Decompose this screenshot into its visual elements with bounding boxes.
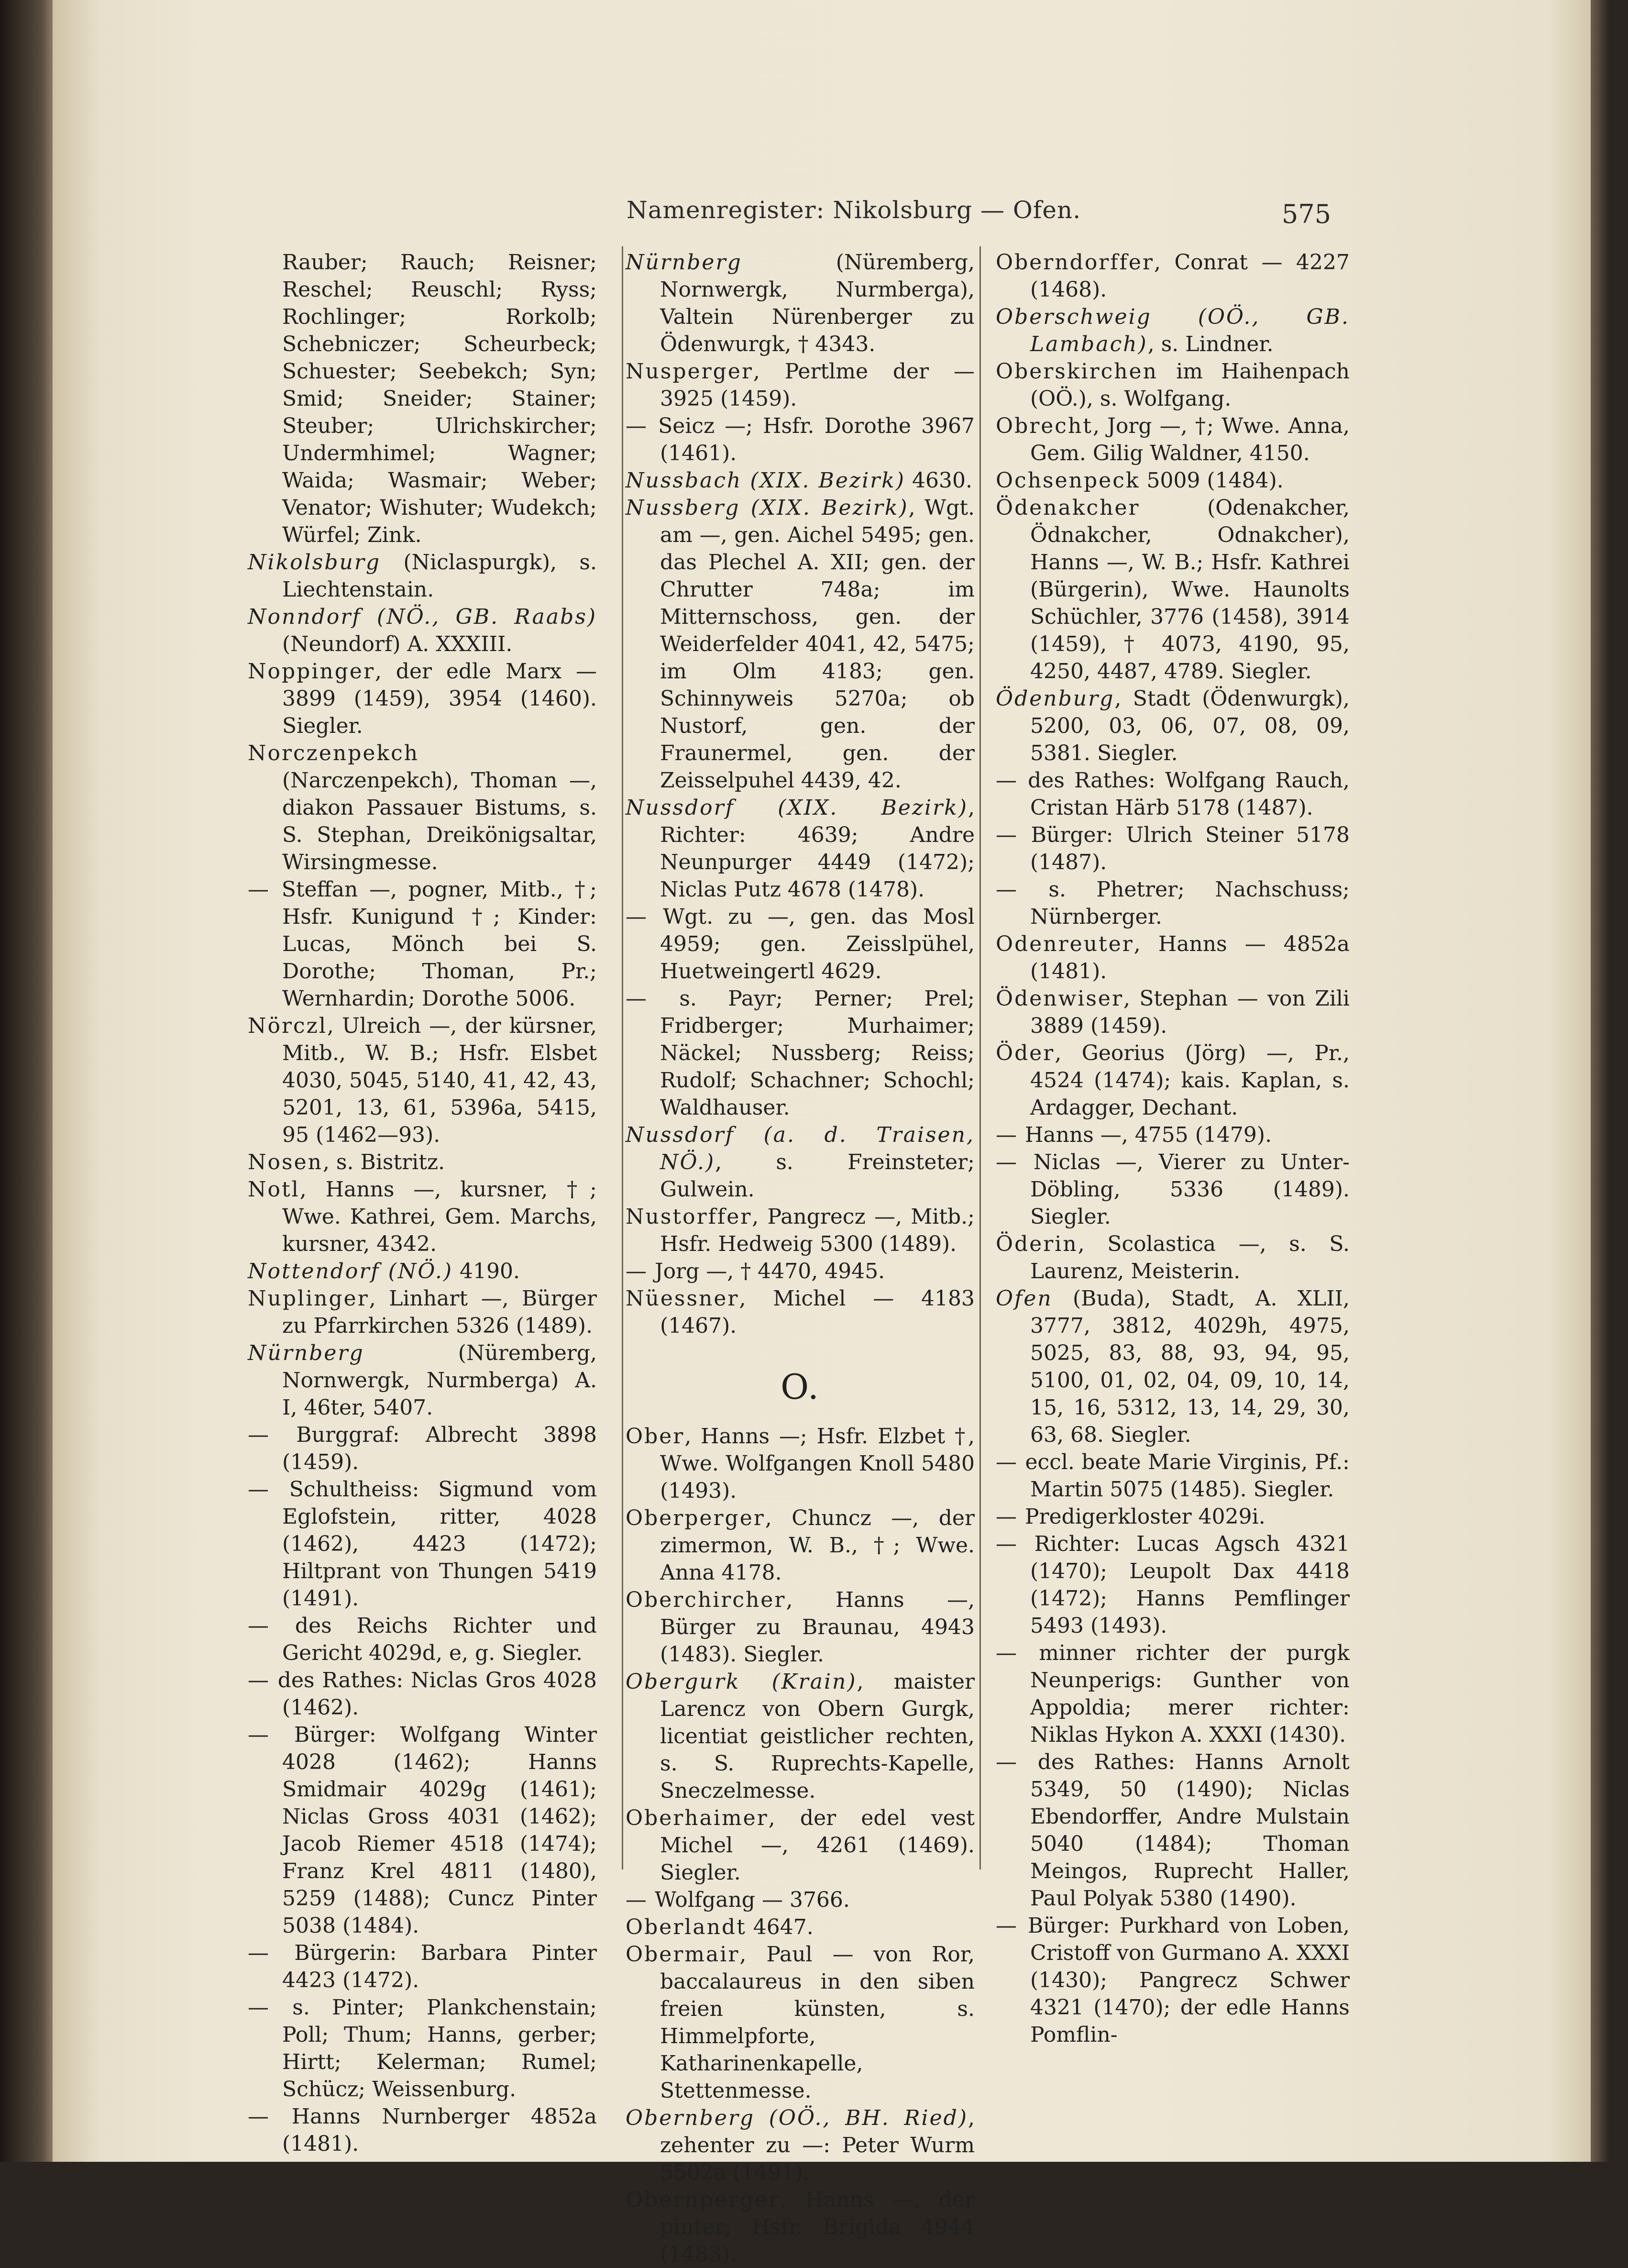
index-entry <box>996 1503 1350 1530</box>
entry-text: , zehenter zu —: Peter Wurm 5502a (1491). <box>660 2106 975 2185</box>
page-number: 575 <box>1282 199 1331 229</box>
entry-text: Niclas —, Vierer zu Unter-Döbling, 5336 (1489). Siegler. <box>1018 1150 1350 1229</box>
index-entry <box>626 358 975 412</box>
entry-text: Wgt. zu —, gen. das Mosl 4959; gen. Zeisslpühel, Huetweingertl 4629. <box>648 905 975 984</box>
column-rule-2 <box>979 246 981 1870</box>
index-entry <box>996 985 1350 1040</box>
index-entry <box>996 358 1350 412</box>
index-entry <box>626 903 975 985</box>
entry-text: , der edel vest Michel —, 4261 (1469). Siegler. <box>660 1806 975 1885</box>
index-entry <box>626 1886 975 1914</box>
entry-headword: Nikolsburg <box>248 550 381 575</box>
entry-headword: — <box>996 1914 1018 1938</box>
index-column-3 <box>996 249 1350 2048</box>
entry-headword: Obernperger <box>626 2188 781 2212</box>
entry-headword: Noppinger <box>248 659 375 684</box>
entry-text: , s. Lindner. <box>1147 332 1274 356</box>
entry-headword: Nonndorf (NÖ., GB. Raabs) <box>248 605 597 629</box>
entry-headword: — <box>248 1423 270 1447</box>
index-entry <box>996 494 1350 685</box>
entry-headword: Nottendorf (NÖ.) <box>248 1259 453 1283</box>
index-entry <box>248 1421 597 1476</box>
entry-text: , Pertlme der — 3925 (1459). <box>660 359 975 411</box>
entry-headword: — <box>248 877 270 902</box>
entry-text: 4647. <box>746 1915 814 1939</box>
entry-text: eccl. beate Marie Virginis, Pf.: Martin 5075 (1485). Siegler. <box>1018 1450 1350 1502</box>
entry-headword: — <box>248 2104 270 2129</box>
entry-text: , Hanns —, Bürger zu Braunau, 4943 (1483). Siegler. <box>660 1588 975 1667</box>
entry-headword: Nörczl <box>248 1014 327 1038</box>
index-entry <box>248 1285 597 1339</box>
entry-text: , Richter: 4639; Andre Neunpurger 4449 (1472); Niclas Putz 4678 (1478). <box>660 796 975 902</box>
index-entry <box>626 249 975 358</box>
entry-text: , Hanns —, der pinter; Hsfr. Brigida 4944 (1483). <box>660 2188 975 2267</box>
entry-text: , Georius (Jörg) —, Pr., 4524 (1474); kais. Kaplan, s. Ardagger, Dechant. <box>1030 1041 1350 1120</box>
entry-headword: Nustorffer <box>626 1205 752 1229</box>
index-entry <box>996 1639 1350 1748</box>
entry-headword: — <box>996 1532 1018 1556</box>
entry-text: , Ulreich —, der kürsner, Mitb., W. B.; Hsfr. Elsbet 4030, 5045, 5140, 41, 42, 43, 5201, 13, 61, 5396a, 5415, 95 (1462—93). <box>282 1014 597 1147</box>
entry-headword: Nürnberg <box>626 250 742 275</box>
index-entry <box>626 1668 975 1804</box>
index-entry <box>626 2104 975 2186</box>
index-entry <box>248 1939 597 1994</box>
entry-headword: — <box>248 1614 270 1638</box>
entry-text: des Reichs Richter und Gericht 4029d, e, g. Siegler. <box>270 1614 597 1665</box>
entry-headword: Oberschweig (OÖ., GB. Lambach) <box>996 305 1350 356</box>
index-entry <box>248 1258 597 1285</box>
index-entry <box>626 2186 975 2268</box>
entry-text: Burggraf: Albrecht 3898 (1459). <box>270 1423 597 1474</box>
entry-headword: — <box>996 1750 1018 1774</box>
entry-text: Rauber; Rauch; Reisner; Reschel; Reuschl; Ryss; Rochlinger; Rorkolb; Schebniczer; Scheurbeck; Schuester; Seebekch; Syn; Smid; Sneider; Stainer; Steuber; Ulrichskircher; Undermhimel; Wagner; Waida; Wasmair; Weber; Venator; Wishuter; Wudekch; Würfel; Zink. <box>282 250 597 547</box>
index-column-2 <box>626 249 975 2268</box>
entry-headword: Obermair <box>626 1942 740 1967</box>
entry-headword: Öderin <box>996 1232 1078 1256</box>
index-entry <box>996 1149 1350 1230</box>
index-entry <box>626 1423 975 1505</box>
entry-text: Bürger: Wolfgang Winter 4028 (1462); Hanns Smidmair 4029g (1461); Niclas Gross 4031 (1462); Jacob Riemer 4518 (1474); Franz Krel 4811 (1480), 5259 (1488); Cuncz Pinter 5038 (1484). <box>270 1723 597 1938</box>
entry-text: Bürgerin: Barbara Pinter 4423 (1472). <box>270 1941 597 1992</box>
entry-text: , Pangrecz —, Mitb.; Hsfr. Hedweig 5300 (1489). <box>660 1205 975 1256</box>
index-entry <box>996 1449 1350 1503</box>
entry-headword: — <box>626 1259 648 1283</box>
entry-text: Bürger: Purkhard von Loben, Cristoff von Gurmano A. XXXI (1430); Pangrecz Schwer 4321 (1470); der edle Hanns Pomflin- <box>1018 1914 1350 2047</box>
entry-text: des Rathes: Wolfgang Rauch, Cristan Härb 5178 (1487). <box>1018 768 1350 820</box>
entry-headword: — <box>248 1995 270 2020</box>
entry-headword: Öder <box>996 1041 1055 1065</box>
entry-text: , Scolastica —, s. S. Laurenz, Meisterin. <box>1030 1232 1350 1283</box>
entry-headword: Nussdorf (XIX. Bezirk) <box>626 796 968 820</box>
index-entry <box>626 1914 975 1941</box>
index-entry-continued <box>248 249 597 549</box>
entry-text: Seicz —; Hsfr. Dorothe 3967 (1461). <box>648 414 975 465</box>
entry-headword: Oberperger <box>626 1506 765 1530</box>
index-entry <box>248 1994 597 2103</box>
entry-headword: Nussdorf (a. d. Traisen, NÖ.) <box>626 1123 975 1174</box>
index-entry <box>996 249 1350 303</box>
entry-text: 5009 (1484). <box>1140 468 1284 493</box>
entry-headword: — <box>248 1723 270 1747</box>
entry-headword: Nussberg (XIX. Bezirk) <box>626 496 909 520</box>
entry-text: , der edle Marx — 3899 (1459), 3954 (1460). Siegler. <box>282 659 597 738</box>
entry-text: Richter: Lucas Agsch 4321 (1470); Leupolt Dax 4418 (1472); Hanns Pemflinger 5493 (1493). <box>1018 1532 1350 1638</box>
entry-headword: Ödenakcher <box>996 496 1140 520</box>
entry-text: minner richter der purgk Neunperigs: Gunther von Appoldia; merer richter: Niklas Hykon A. XXXI (1430). <box>1018 1641 1350 1747</box>
index-entry <box>996 1040 1350 1121</box>
entry-text: im Haihenpach (OÖ.), s. Wolfgang. <box>1030 359 1350 411</box>
entry-text: , Chuncz —, der zimermon, W. B., †; Wwe. Anna 4178. <box>660 1506 975 1585</box>
entry-headword: — <box>626 905 648 929</box>
entry-text: (Niclaspurgk), s. Liechtenstain. <box>282 550 597 602</box>
entry-headword: Oberhaimer <box>626 1806 769 1830</box>
entry-text: Predigerkloster 4029i. <box>1018 1505 1265 1529</box>
entry-headword: Ober <box>626 1424 685 1449</box>
entry-text: , Hanns —; Hsfr. Elzbet †, Wwe. Wolfgangen Knoll 5480 (1493). <box>660 1424 975 1503</box>
index-entry <box>996 303 1350 358</box>
index-entry <box>996 467 1350 494</box>
entry-headword: — <box>626 1888 648 1912</box>
index-column-1 <box>248 249 597 2157</box>
entry-headword: — <box>996 1450 1018 1474</box>
entry-text: (Odenakcher, Ödnakcher, Odnakcher), Hanns —, W. B.; Hsfr. Kathrei (Bürgerin), Wwe. Haunolts Schüchler, 3776 (1458), 3914 (1459), † 4073, 4190, 95, 4250, 4487, 4789. Siegler. <box>1030 496 1350 684</box>
entry-text: Wolfgang — 3766. <box>648 1888 850 1912</box>
index-entry <box>996 767 1350 821</box>
entry-headword: — <box>996 1150 1018 1174</box>
entry-headword: Notl <box>248 1177 300 1202</box>
entry-text: , Michel — 4183 (1467). <box>660 1286 975 1338</box>
index-entry <box>248 1339 597 1421</box>
entry-text: (Nüremberg, Nornwergk, Nurmberga) A. I, 46ter, 5407. <box>282 1341 597 1420</box>
entry-text: , s. Freinsteter; Gulwein. <box>660 1150 975 1202</box>
entry-text: Steffan —, pogner, Mitb., †; Hsfr. Kunigund †; Kinder: Lucas, Mönch bei S. Dorothe; Thoman, Pr.; Wernhardin; Dorothe 5006. <box>270 877 597 1011</box>
entry-headword: — <box>996 1505 1018 1529</box>
index-entry <box>248 1667 597 1721</box>
entry-text: des Rathes: Hanns Arnolt 5349, 50 (1490); Niclas Ebendorffer, Andre Mulstain 5040 (1484); Thoman Meingos, Ruprecht Haller, Paul Polyak 5380 (1490). <box>1018 1750 1350 1911</box>
entry-headword: Obernberg (OÖ., BH. Ried) <box>626 2106 968 2130</box>
index-entry <box>996 1230 1350 1285</box>
entry-text: Schultheiss: Sigmund vom Eglofstein, ritter, 4028 (1462), 4423 (1472); Hiltprant von Thungen 5419 (1491). <box>270 1477 597 1611</box>
entry-headword: Oberlandt <box>626 1915 747 1939</box>
index-entry <box>248 1721 597 1939</box>
index-entry <box>248 876 597 1012</box>
column-rule-1 <box>622 246 623 1870</box>
entry-text: , s. Bistritz. <box>322 1150 445 1174</box>
index-entry <box>996 1748 1350 1912</box>
entry-headword: — <box>996 877 1018 902</box>
entry-text: s. Pinter; Plankchenstain; Poll; Thum; Hanns, gerber; Hirtt; Kelerman; Rumel; Schücz; Weissenburg. <box>270 1995 597 2102</box>
index-entry <box>626 1941 975 2104</box>
entry-headword: Oberskirchen <box>996 359 1158 384</box>
index-entry <box>248 603 597 658</box>
index-entry <box>996 1530 1350 1639</box>
index-entry <box>996 876 1350 930</box>
index-entry <box>626 985 975 1121</box>
index-entry <box>996 930 1350 985</box>
index-entry <box>996 1285 1350 1449</box>
entry-headword: — <box>626 986 648 1011</box>
entry-text: , Paul — von Ror, baccalaureus in den siben freien künsten, s. Himmelpforte, Katharinenkapelle, Stettenmesse. <box>660 1942 975 2103</box>
entry-text: Jorg —, † 4470, 4945. <box>648 1259 885 1283</box>
entry-headword: Oberchircher <box>626 1588 786 1612</box>
entry-text: , maister Larencz von Obern Gurgk, licentiat geistlicher rechten, s. S. Ruprechts-Kapelle, Sneczelmesse. <box>660 1670 975 1803</box>
entry-text: s. Phetrer; Nachschuss; Nürnberger. <box>1018 877 1350 929</box>
entry-headword: Odenreuter <box>996 932 1134 956</box>
entry-headword: Nüessner <box>626 1286 739 1311</box>
index-entry <box>996 1121 1350 1149</box>
entry-headword: Obergurk (Krain) <box>626 1670 857 1694</box>
index-entry <box>996 412 1350 467</box>
entry-headword: Nosen <box>248 1150 323 1174</box>
entry-headword: — <box>626 414 648 438</box>
entry-headword: — <box>248 1668 270 1693</box>
entry-text: , Linhart —, Bürger zu Pfarrkirchen 5326 (1489). <box>282 1286 597 1338</box>
entry-text: (Buda), Stadt, A. XLII, 3777, 3812, 4029h, 4975, 5025, 83, 88, 93, 94, 95, 5100, 01, 02, 04, 09, 10, 14, 15, 16, 5312, 13, 14, 29, 30, 63, 68. Siegler. <box>1030 1286 1350 1447</box>
entry-text: 4190. <box>453 1259 520 1283</box>
index-entry <box>626 1121 975 1203</box>
index-entry <box>626 1586 975 1668</box>
entry-headword: — <box>996 1123 1018 1147</box>
index-entry <box>248 1149 597 1176</box>
entry-text: (Neundorf) A. XXXIII. <box>282 632 513 656</box>
entry-text: s. Payr; Perner; Prel; Fridberger; Murhaimer; Näckel; Nussberg; Reiss; Rudolf; Schachner; Schochl; Waldhauser. <box>648 986 975 1120</box>
index-entry <box>248 1612 597 1667</box>
entry-headword: Ochsenpeck <box>996 468 1140 493</box>
index-entry <box>248 1176 597 1258</box>
entry-text: , Jorg —, †; Wwe. Anna, Gem. Gilig Waldner, 4150. <box>1030 414 1350 465</box>
entry-text: , Stephan — von Zili 3889 (1459). <box>1030 986 1350 1038</box>
index-entry <box>626 412 975 467</box>
index-entry <box>996 821 1350 876</box>
entry-headword: Obrecht <box>996 414 1093 438</box>
index-entry <box>248 740 597 876</box>
entry-headword: — <box>248 1477 270 1502</box>
entry-text: , Hanns — 4852a (1481). <box>1030 932 1350 984</box>
index-entry <box>626 1203 975 1258</box>
entry-headword: Ofen <box>996 1286 1053 1311</box>
entry-headword: — <box>996 823 1018 847</box>
entry-headword: — <box>248 1941 270 1965</box>
entry-text: 4630. <box>905 468 972 493</box>
running-header: Namenregister: Nikolsburg — Ofen. <box>627 196 1081 224</box>
entry-text: , Stadt (Ödenwurgk), 5200, 03, 06, 07, 08, 09, 5381. Siegler. <box>1030 686 1350 765</box>
entry-headword: Nuplinger <box>248 1286 369 1311</box>
index-entry <box>996 1912 1350 2048</box>
entry-text: Hanns Nurnberger 4852a (1481). <box>270 2104 597 2156</box>
entry-headword: Norczenpekch <box>248 741 419 765</box>
entry-headword: Ödenburg <box>996 686 1115 711</box>
index-entry <box>626 467 975 494</box>
index-entry <box>626 1804 975 1886</box>
entry-headword: Ödenwiser <box>996 986 1124 1011</box>
section-letter: O. <box>781 1367 820 1407</box>
index-entry <box>248 2103 597 2157</box>
index-entry <box>248 658 597 740</box>
index-entry <box>248 549 597 603</box>
entry-text: (Narczenpekch), Thoman —, diakon Passauer Bistums, s. S. Stephan, Dreikönigsaltar, Wirsingmesse. <box>282 768 597 874</box>
index-entry <box>996 685 1350 767</box>
entry-headword: Nussbach (XIX. Bezirk) <box>626 468 906 493</box>
entry-headword: Nusperger <box>626 359 753 384</box>
index-entry <box>626 494 975 794</box>
entry-text: des Rathes: Niclas Gros 4028 (1462). <box>270 1668 597 1720</box>
index-entry <box>626 1505 975 1586</box>
entry-headword: — <box>996 768 1018 793</box>
book-binding <box>0 0 53 2162</box>
entry-text: , Hanns —, kursner, †; Wwe. Kathrei, Gem. Marchs, kursner, 4342. <box>282 1177 597 1256</box>
index-entry <box>248 1012 597 1149</box>
index-entry <box>626 794 975 903</box>
index-entry <box>248 1476 597 1612</box>
entry-headword: Oberndorffer <box>996 250 1154 275</box>
index-entry <box>626 1285 975 1339</box>
page-edge <box>1591 0 1609 2162</box>
entry-text: Bürger: Ulrich Steiner 5178 (1487). <box>1018 823 1350 874</box>
entry-headword: — <box>996 1641 1018 1665</box>
entry-text: Hanns —, 4755 (1479). <box>1018 1123 1272 1147</box>
entry-headword: Nürnberg <box>248 1341 364 1365</box>
index-entry <box>626 1258 975 1285</box>
entry-text: , Conrat — 4227 (1468). <box>1030 250 1350 302</box>
entry-text: , Wgt. am —, gen. Aichel 5495; gen. das Plechel A. XII; gen. der Chrutter 748a; im Mitternschoss, gen. der Weiderfelder 4041, 42, 5475; im Olm 4183; gen. Schinnyweis 5270a; ob Nustorf, gen. der Fraunermel, gen. der Zeisselpuhel 4439, 42. <box>660 496 975 793</box>
entry-text: (Nüremberg, Nornwergk, Nurmberga), Valtein Nürenberger zu Ödenwurgk, † 4343. <box>660 250 975 356</box>
